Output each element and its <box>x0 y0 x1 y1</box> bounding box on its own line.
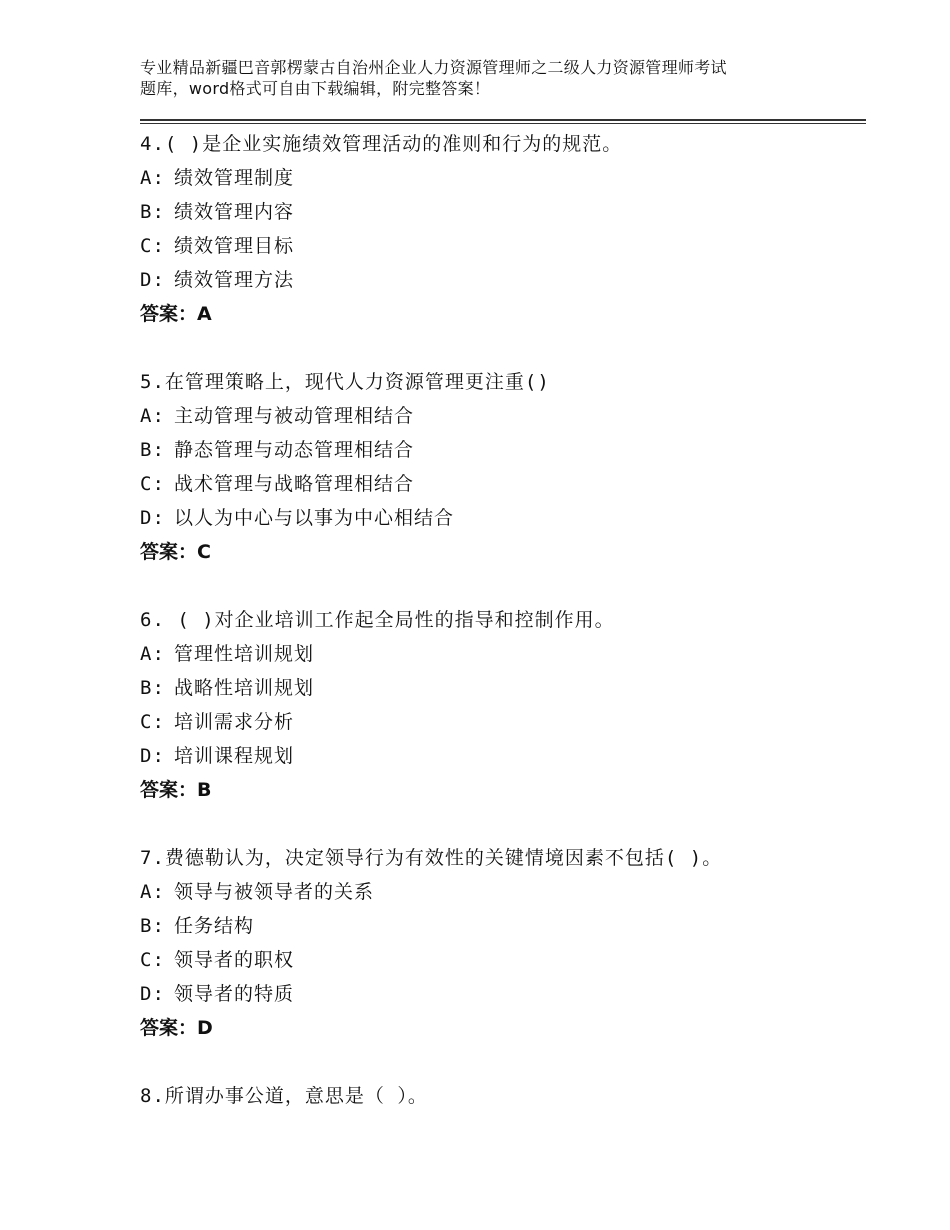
option-d <box>140 739 860 773</box>
option-d <box>140 501 860 535</box>
option-key: D: <box>140 983 165 1005</box>
option-text: 领导者的特质 <box>174 983 295 1005</box>
answer-line: 答案：A <box>140 303 212 325</box>
option-a <box>140 161 860 195</box>
option-text: 绩效管理方法 <box>174 269 295 291</box>
option-key: C: <box>140 711 165 733</box>
answer-line: 答案：D <box>140 1017 213 1039</box>
question-6 <box>140 603 860 807</box>
option-text: 战略性培训规划 <box>174 677 315 699</box>
option-key: C: <box>140 473 165 495</box>
spacer <box>140 569 860 603</box>
answer-line: 答案：B <box>140 779 212 801</box>
option-text: 绩效管理目标 <box>174 235 295 257</box>
header-divider-thin <box>140 123 866 124</box>
option-text: 绩效管理内容 <box>174 201 295 223</box>
question-stem: 8.所谓办事公道，意思是（ ）。 <box>140 1085 428 1107</box>
option-b <box>140 433 860 467</box>
option-key: C: <box>140 235 165 257</box>
option-a <box>140 637 860 671</box>
option-key: A: <box>140 881 165 903</box>
header-line-1: 专业精品新疆巴音郭楞蒙古自治州企业人力资源管理师之二级人力资源管理师考试 <box>140 58 727 77</box>
option-text: 领导与被领导者的关系 <box>174 881 375 903</box>
option-b <box>140 195 860 229</box>
option-a <box>140 399 860 433</box>
question-stem: 7.费德勒认为，决定领导行为有效性的关键情境因素不包括( )。 <box>140 847 723 869</box>
spacer <box>140 331 860 365</box>
option-text: 绩效管理制度 <box>174 167 295 189</box>
option-text: 领导者的职权 <box>174 949 295 971</box>
option-d <box>140 977 860 1011</box>
option-key: A: <box>140 405 165 427</box>
option-key: B: <box>140 915 165 937</box>
option-key: B: <box>140 201 165 223</box>
option-key: D: <box>140 269 165 291</box>
question-stem: 4.( )是企业实施绩效管理活动的准则和行为的规范。 <box>140 133 623 155</box>
option-text: 培训课程规划 <box>174 745 295 767</box>
option-text: 管理性培训规划 <box>174 643 315 665</box>
question-4 <box>140 127 860 331</box>
question-stem: 6. ( )对企业培训工作起全局性的指导和控制作用。 <box>140 609 615 631</box>
option-key: D: <box>140 507 165 529</box>
option-key: D: <box>140 745 165 767</box>
option-text: 主动管理与被动管理相结合 <box>174 405 415 427</box>
option-text: 静态管理与动态管理相结合 <box>174 439 415 461</box>
spacer <box>140 807 860 841</box>
option-key: A: <box>140 167 165 189</box>
header-line-2: 题库，word格式可自由下载编辑，附完整答案！ <box>140 79 491 98</box>
option-c <box>140 467 860 501</box>
spacer <box>140 1045 860 1079</box>
option-key: A: <box>140 643 165 665</box>
header-divider-thick <box>140 119 866 121</box>
option-text: 以人为中心与以事为中心相结合 <box>174 507 455 529</box>
option-d <box>140 263 860 297</box>
option-text: 培训需求分析 <box>174 711 295 733</box>
option-key: B: <box>140 677 165 699</box>
option-c <box>140 229 860 263</box>
option-key: B: <box>140 439 165 461</box>
answer-line: 答案：C <box>140 541 211 563</box>
question-5 <box>140 365 860 569</box>
question-8 <box>140 1079 860 1113</box>
option-key: C: <box>140 949 165 971</box>
option-text: 任务结构 <box>174 915 255 937</box>
option-c <box>140 943 860 977</box>
option-a <box>140 875 860 909</box>
option-c <box>140 705 860 739</box>
option-text: 战术管理与战略管理相结合 <box>174 473 415 495</box>
question-stem: 5.在管理策略上，现代人力资源管理更注重() <box>140 371 550 393</box>
question-7 <box>140 841 860 1045</box>
document-header <box>140 57 840 99</box>
option-b <box>140 909 860 943</box>
question-list <box>140 127 860 1113</box>
option-b <box>140 671 860 705</box>
